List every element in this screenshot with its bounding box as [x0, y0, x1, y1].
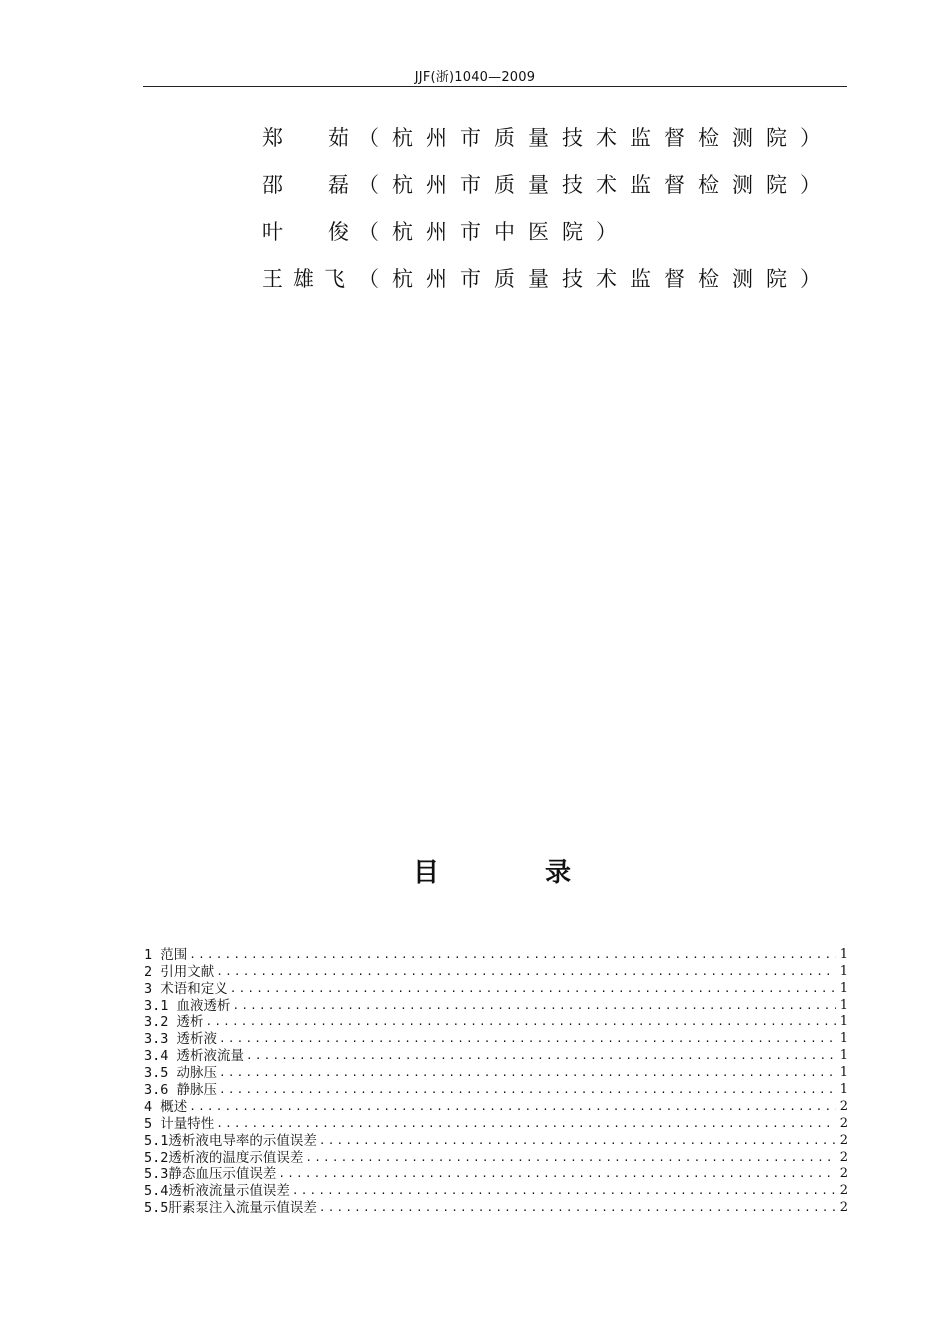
toc-entry[interactable]	[144, 963, 848, 980]
toc-entry[interactable]	[144, 1081, 848, 1098]
author-affiliation: （杭州市质量技术监督检测院）	[358, 126, 834, 150]
toc-entry-page: 1	[839, 946, 848, 962]
toc-entry-label: 4 概述	[144, 1098, 188, 1115]
toc-leader-dots	[246, 1048, 836, 1064]
toc-leader-dots	[189, 947, 836, 963]
toc-entry[interactable]	[144, 997, 848, 1014]
toc-leader-dots	[319, 1200, 836, 1216]
toc-entry-page: 2	[839, 1115, 848, 1131]
toc-entry-page: 2	[839, 1098, 848, 1114]
toc-leader-dots	[219, 1065, 836, 1081]
toc-leader-dots	[305, 1150, 836, 1166]
toc-entry-label: 5.2透析液的温度示值误差	[144, 1149, 304, 1166]
toc-entry-label: 3.6 静脉压	[144, 1082, 218, 1099]
toc-entry[interactable]	[144, 980, 848, 997]
author-name	[262, 122, 358, 152]
toc-entry[interactable]	[144, 1166, 848, 1183]
toc-leader-dots	[216, 964, 836, 980]
toc-entry-label: 1 范围	[144, 946, 188, 963]
toc-entry-page: 1	[839, 1082, 848, 1098]
toc-entry[interactable]	[144, 1098, 848, 1115]
toc-entry-page: 2	[839, 1200, 848, 1216]
toc-entry[interactable]	[144, 1149, 848, 1166]
toc-entry[interactable]	[144, 1030, 848, 1047]
author-entry	[262, 216, 834, 263]
toc-title-char: 录	[545, 858, 572, 888]
toc-leader-dots	[216, 1116, 836, 1132]
author-name: 王雄飞	[262, 267, 355, 291]
toc-entry-page: 2	[839, 1183, 848, 1199]
author-entry	[262, 169, 834, 216]
toc-entry-label: 5.5肝素泵注入流量示值误差	[144, 1200, 317, 1217]
toc-entry-label: 3 术语和定义	[144, 980, 228, 997]
author-entry	[262, 122, 834, 169]
toc-leader-dots	[189, 1099, 836, 1115]
toc-entry-label: 3.5 动脉压	[144, 1065, 218, 1082]
table-of-contents	[144, 946, 848, 1216]
toc-leader-dots	[230, 981, 836, 997]
toc-leader-dots	[219, 1031, 836, 1047]
toc-entry-label: 5.3静态血压示值误差	[144, 1166, 277, 1183]
toc-entry-page: 1	[839, 1014, 848, 1030]
toc-entry-page: 1	[839, 980, 848, 996]
toc-leader-dots	[206, 1014, 836, 1030]
toc-leader-dots	[278, 1166, 836, 1182]
author-name-char: 邵	[262, 173, 283, 197]
toc-entry-page: 2	[839, 1166, 848, 1182]
toc-entry-label: 3.4 透析液流量	[144, 1048, 245, 1065]
author-name-char: 茹	[328, 126, 349, 150]
toc-leader-dots	[233, 998, 836, 1014]
author-name-char: 俊	[328, 220, 349, 244]
toc-entry-label: 3.2 透析	[144, 1014, 204, 1031]
toc-entry[interactable]	[144, 1047, 848, 1064]
author-name	[262, 216, 358, 246]
toc-entry-page: 1	[839, 963, 848, 979]
document-header-code: JJF(浙)1040—2009	[414, 70, 536, 85]
toc-entry-page: 1	[839, 1031, 848, 1047]
header-rule	[143, 86, 847, 87]
toc-entry-page: 1	[839, 1065, 848, 1081]
toc-leader-dots	[219, 1082, 836, 1098]
toc-entry[interactable]	[144, 1132, 848, 1149]
toc-entry-page: 1	[839, 1048, 848, 1064]
toc-entry-label: 5.4透析液流量示值误差	[144, 1183, 290, 1200]
toc-entry-page: 1	[839, 997, 848, 1013]
author-list	[262, 122, 834, 310]
toc-entry-label: 2 引用文献	[144, 963, 215, 980]
author-affiliation: （杭州市质量技术监督检测院）	[358, 267, 834, 291]
author-name-char: 郑	[262, 126, 283, 150]
toc-leader-dots	[319, 1133, 836, 1149]
toc-entry[interactable]	[144, 1182, 848, 1199]
author-name	[262, 169, 358, 199]
author-entry	[262, 263, 834, 310]
author-affiliation: （杭州市质量技术监督检测院）	[358, 173, 834, 197]
toc-entry-label: 3.1 血液透析	[144, 997, 231, 1014]
toc-entry[interactable]	[144, 1014, 848, 1031]
author-name-char: 磊	[328, 173, 349, 197]
toc-entry-label: 3.3 透析液	[144, 1031, 218, 1048]
toc-title-char: 目	[413, 858, 440, 888]
toc-entry-page: 2	[839, 1132, 848, 1148]
toc-leader-dots	[292, 1183, 836, 1199]
toc-entry[interactable]	[144, 946, 848, 963]
toc-entry-page: 2	[839, 1149, 848, 1165]
toc-entry-label: 5.1透析液电导率的示值误差	[144, 1132, 317, 1149]
toc-entry-label: 5 计量特性	[144, 1115, 215, 1132]
author-name-char: 叶	[262, 220, 283, 244]
toc-entry[interactable]	[144, 1064, 848, 1081]
toc-entry[interactable]	[144, 1115, 848, 1132]
author-affiliation: （杭州市中医院）	[358, 220, 630, 244]
toc-entry[interactable]	[144, 1199, 848, 1216]
